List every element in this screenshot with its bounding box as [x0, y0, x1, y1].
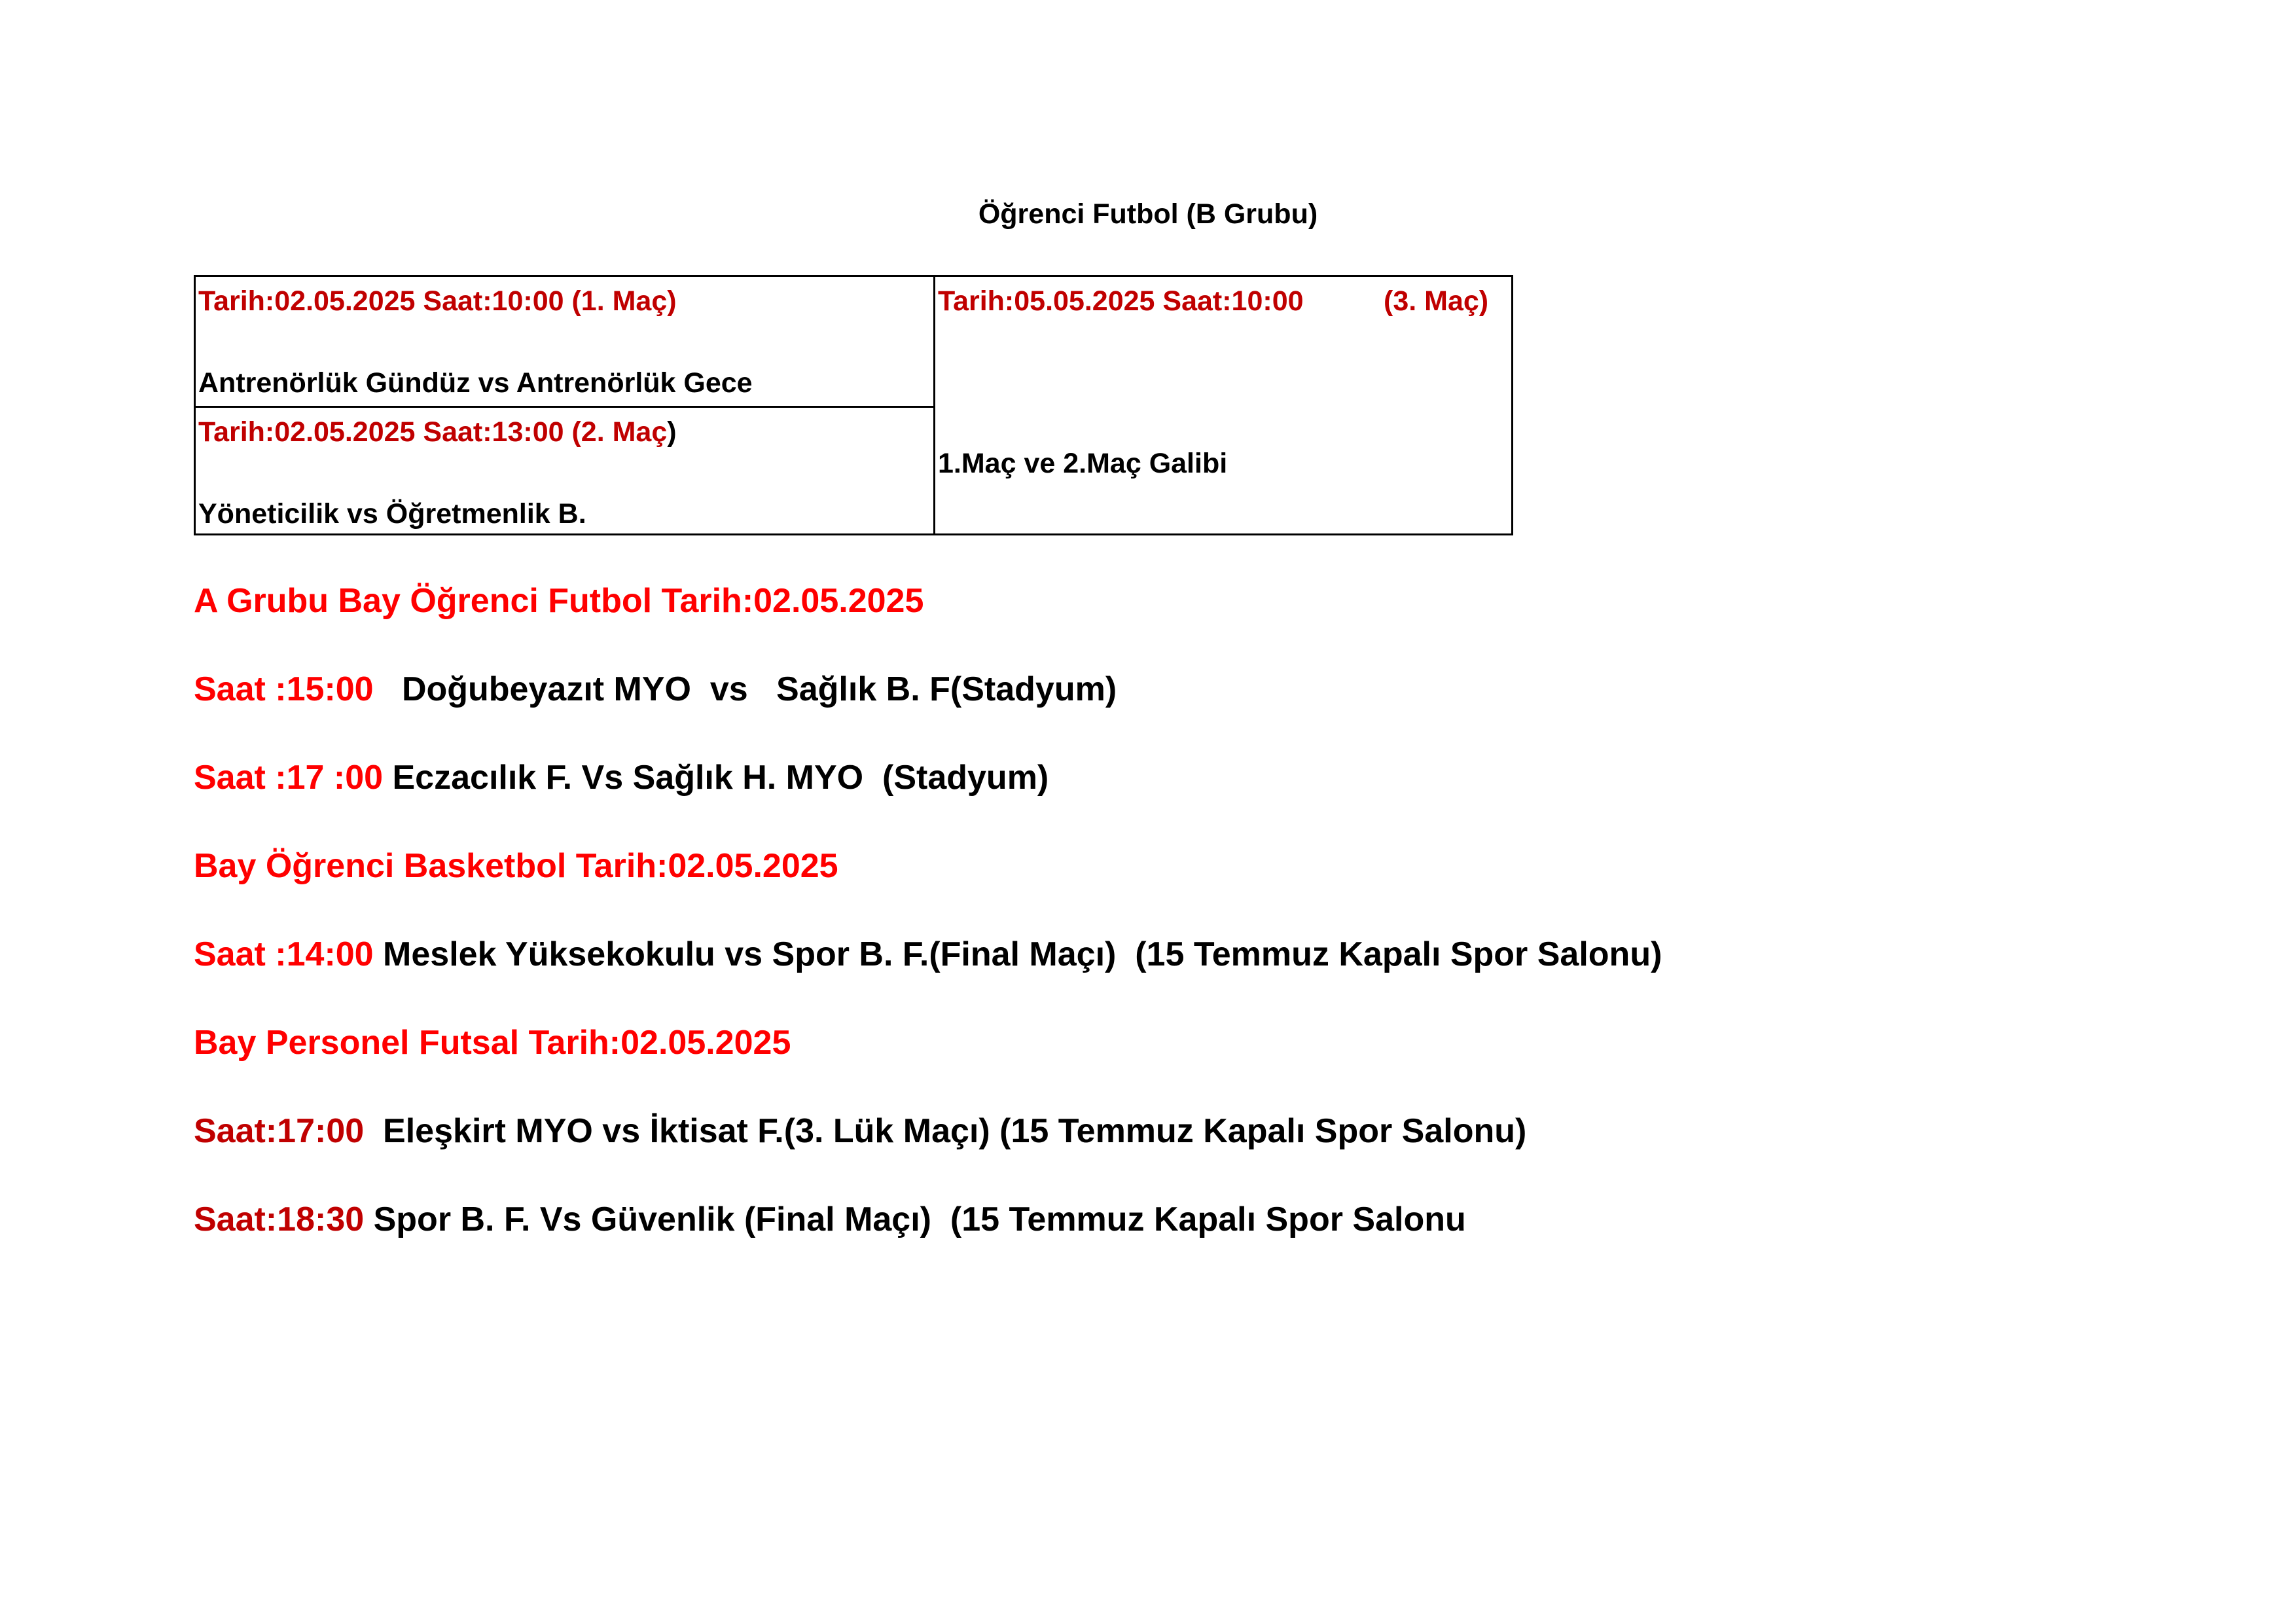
a-group-match-2: [194, 757, 1049, 799]
futsal-match-2-time: Saat:18:30: [194, 1200, 365, 1238]
bracket-horizontal-divider: [196, 406, 934, 408]
page-title: Öğrenci Futbol (B Grubu): [978, 198, 1318, 230]
a-group-match-1: [194, 668, 1117, 710]
bracket-table: [194, 275, 1513, 535]
basketball-match-1-teams: Meslek Yüksekokulu vs Spor B. F.(Final Maçı) (15 Temmuz Kapalı Spor Salonu): [373, 935, 1662, 973]
futsal-heading: Bay Personel Futsal Tarih:02.05.2025: [194, 1024, 791, 1062]
a-group-match-1-teams: Doğubeyazıt MYO vs Sağlık B. F(Stadyum): [373, 670, 1117, 708]
match3-header-date: Tarih:05.05.2025 Saat:10:00: [938, 285, 1304, 317]
match2-header: Tarih:02.05.2025 Saat:13:00 (2. Maç: [198, 416, 668, 448]
basketball-match-1-time: Saat :14:00: [194, 935, 374, 973]
futsal-match-1: [194, 1110, 1526, 1152]
futsal-match-1-time: Saat:17:00: [194, 1112, 365, 1150]
basketball-heading: Bay Öğrenci Basketbol Tarih:02.05.2025: [194, 847, 838, 885]
a-group-match-2-time: Saat :17 :00: [194, 759, 384, 797]
match2-header-line: [198, 414, 677, 450]
match3-header-label: (3. Maç): [1384, 285, 1489, 317]
a-group-match-2-teams: Eczacılık F. Vs Sağlık H. MYO (Stadyum): [383, 759, 1049, 797]
a-group-match-1-time: Saat :15:00: [194, 670, 374, 708]
match1-header: Tarih:02.05.2025 Saat:10:00 (1. Maç): [198, 285, 677, 317]
match2-teams: Yöneticilik vs Öğretmenlik B.: [198, 498, 586, 530]
match2-header-paren: ): [667, 416, 677, 448]
bracket-vertical-divider: [933, 277, 935, 533]
match1-teams: Antrenörlük Gündüz vs Antrenörlük Gece: [198, 367, 753, 399]
match3-teams: 1.Maç ve 2.Maç Galibi: [938, 448, 1228, 479]
basketball-match-1: [194, 933, 1662, 975]
futsal-match-2: [194, 1199, 1466, 1240]
futsal-match-1-teams: Eleşkirt MYO vs İktisat F.(3. Lük Maçı) (15 Temmuz Kapalı Spor Salonu): [364, 1112, 1527, 1150]
futsal-match-2-teams: Spor B. F. Vs Güvenlik (Final Maçı) (15 Temmuz Kapalı Spor Salonu: [364, 1200, 1466, 1238]
a-group-heading: A Grubu Bay Öğrenci Futbol Tarih:02.05.2025: [194, 582, 924, 620]
